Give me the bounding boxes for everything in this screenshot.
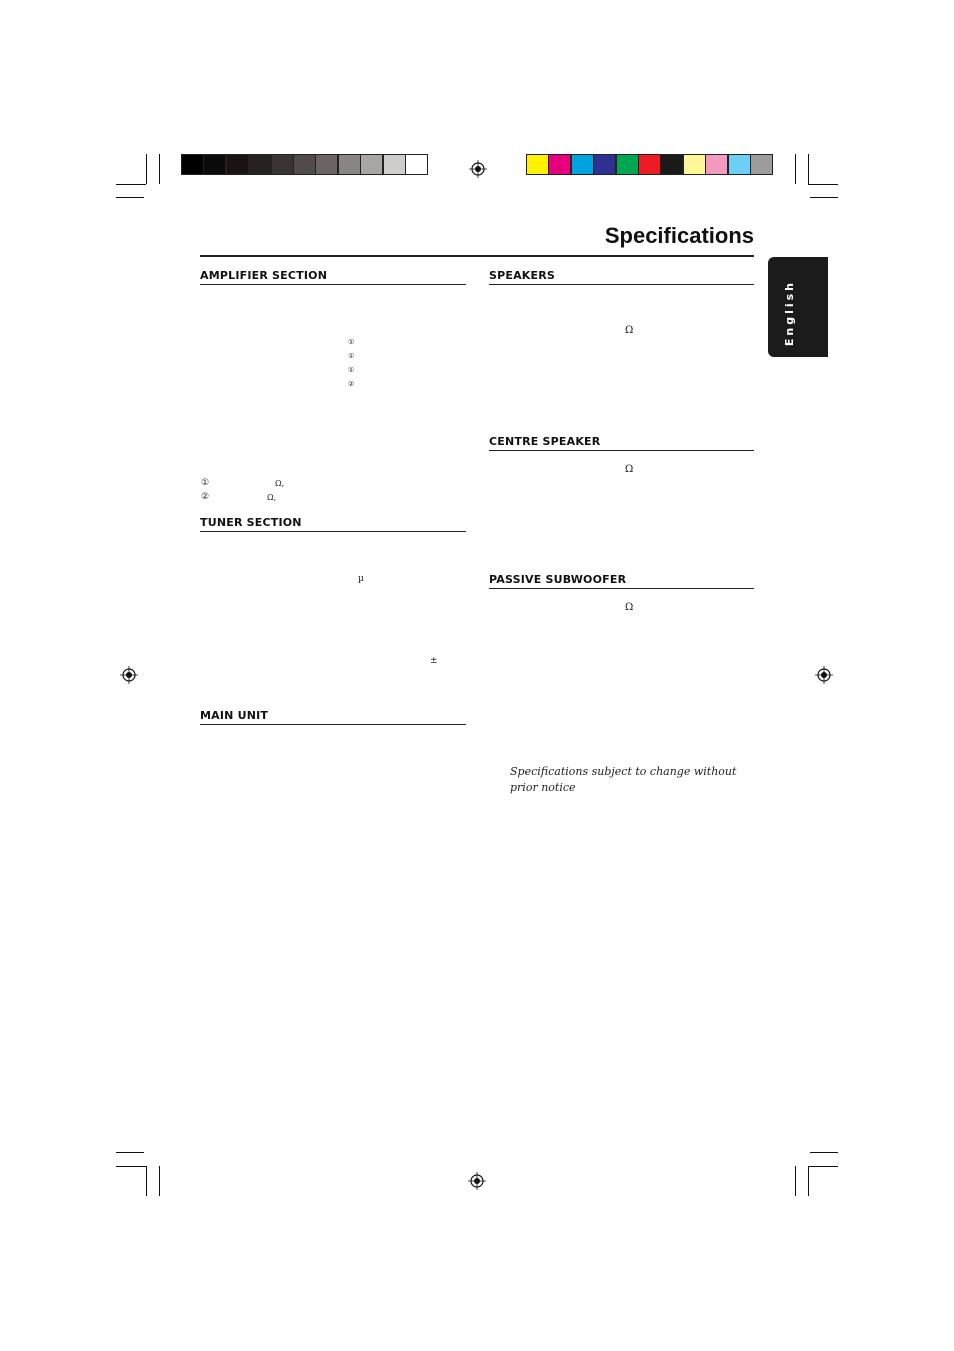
footnote-marker: ① [348, 352, 355, 360]
grayscale-swatch [405, 154, 428, 175]
color-swatch [593, 154, 616, 175]
color-swatch [638, 154, 661, 175]
amplifier-section-heading: AMPLIFIER SECTION [200, 269, 328, 282]
language-tab [768, 257, 828, 357]
language-tab-label: English [783, 280, 796, 347]
section-rule [200, 284, 466, 285]
color-swatch [705, 154, 728, 175]
color-swatch [660, 154, 683, 175]
specifications-note: Specifications subject to change without prior notice [510, 765, 737, 794]
section-rule [489, 284, 754, 285]
grayscale-swatch [271, 154, 294, 175]
ohm-symbol: Ω, [267, 493, 277, 502]
section-rule [489, 450, 754, 451]
registration-mark-icon [469, 160, 487, 178]
grayscale-swatch [315, 154, 338, 175]
registration-mark-icon [120, 666, 138, 684]
grayscale-swatch [293, 154, 316, 175]
plus-minus-symbol: ± [430, 656, 438, 666]
color-swatch [750, 154, 773, 175]
footnote-marker: ① [348, 366, 355, 374]
grayscale-swatch [203, 154, 226, 175]
color-swatch [526, 154, 549, 175]
footnote-marker: ① [348, 338, 355, 346]
grayscale-swatch [360, 154, 383, 175]
speakers-heading: SPEAKERS [489, 269, 556, 282]
ohm-symbol: Ω [625, 325, 634, 336]
grayscale-swatch [226, 154, 249, 175]
centre-speaker-heading: CENTRE SPEAKER [489, 435, 601, 448]
ohm-symbol: Ω, [275, 479, 285, 488]
section-rule [489, 588, 754, 589]
color-swatch [548, 154, 571, 175]
color-swatch [683, 154, 706, 175]
passive-subwoofer-heading: PASSIVE SUBWOOFER [489, 573, 627, 586]
page-title: Specifications [604, 223, 754, 248]
ohm-symbol: Ω [625, 464, 634, 475]
color-swatch [616, 154, 639, 175]
registration-mark-icon [468, 1172, 486, 1190]
micro-symbol: µ [358, 574, 364, 584]
ohm-symbol: Ω [625, 602, 634, 613]
grayscale-swatch [248, 154, 271, 175]
color-swatch [728, 154, 751, 175]
registration-mark-icon [815, 666, 833, 684]
grayscale-swatch [338, 154, 361, 175]
section-rule [200, 531, 466, 532]
tuner-section-heading: TUNER SECTION [200, 516, 302, 529]
main-unit-heading: MAIN UNIT [200, 709, 269, 722]
section-rule [200, 724, 466, 725]
title-rule [200, 255, 754, 257]
footnote-marker: ① [201, 478, 210, 488]
footnote-marker: ② [348, 380, 355, 388]
grayscale-swatch [181, 154, 204, 175]
footnote-marker: ② [201, 492, 210, 502]
grayscale-swatch [383, 154, 406, 175]
color-swatch [571, 154, 594, 175]
